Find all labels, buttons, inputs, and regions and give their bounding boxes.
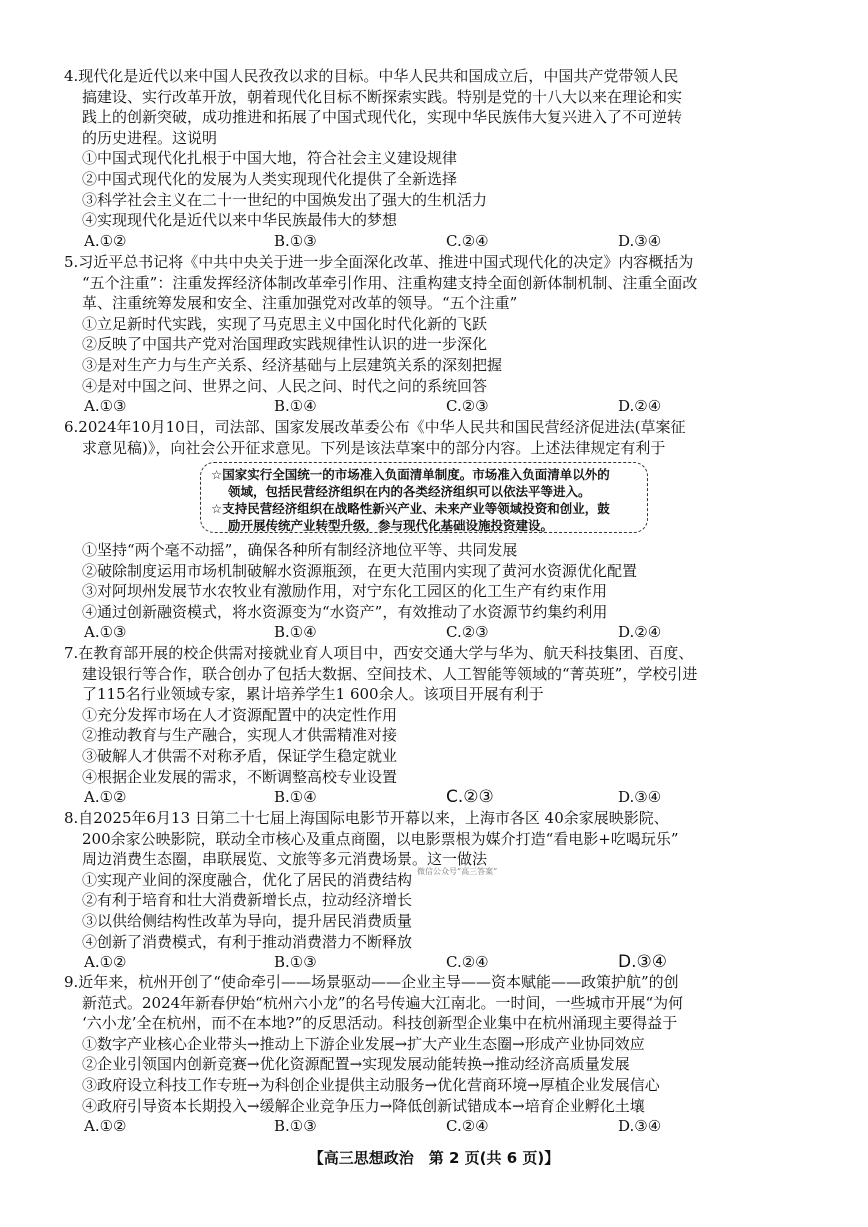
statement: ③政府设立科技工作专班→为科创企业提供主动服务→优化营商环境→厚植企业发展信心 [82,1075,660,1094]
options-row [64,787,780,808]
statement: ②反映了中国共产党对治国理政实践规律性认识的进一步深化 [82,335,488,354]
option-b: B.①④ [274,397,317,416]
statement: ②有利于培育和壮大消费新增长点，拉动经济增长 [82,891,413,910]
stem-line: 5.习近平总书记将《中共中央关于进一步全面深化改革、推进中国式现代化的决定》内容概括为 [64,253,694,271]
statement: ②破除制度运用市场机制破解水资源瓶颈，在更大范围内实现了黄河水资源优化配置 [82,561,638,580]
law-excerpt-box [200,462,648,533]
stem-line: 200余家公映影院，联动全市核心及重点商圈，以电影票根为媒介打造“看电影+吃喝玩乐” [82,829,679,848]
statement: ②中国式现代化的发展为人类实现现代化提供了全新选择 [82,169,458,188]
statement: ③科学社会主义在二十一世纪的中国焕发出了强大的生机活力 [82,190,488,209]
statement: ④根据企业发展的需求，不断调整高校专业设置 [82,767,398,786]
stem-line: 求意见稿)》，向社会公开征求意见。下列是该法草案中的部分内容。上述法律规定有利于 [82,438,666,457]
option-c: C.②③ [446,623,489,642]
stem-line: 4.现代化是近代以来中国人民孜孜以求的目标。中华人民共和国成立后，中国共产党带领人民 [64,67,679,85]
page-footer: 【高三思想政治 第 2 页(共 6 页)】 [308,1149,560,1167]
statement: ①数字产业核心企业带头→推动上下游企业发展→扩大产业生态圈→形成产业协同效应 [82,1034,645,1053]
statement: ④实现现代化是近代以来中华民族最伟大的梦想 [82,211,398,230]
statement: ④创新了消费模式，有利于推动消费潜力不断释放 [82,932,413,951]
stem-line: 了115名行业领域专家，累计培养学生1 600余人。该项目开展有利于 [82,685,544,704]
option-b: B.①③ [274,953,317,972]
option-c: C.②④ [446,231,489,250]
statement: ②推动教育与生产融合，实现人才供需精准对接 [82,726,398,745]
question-9 [64,972,780,1137]
stem-line: 践上的创新突破，成功推进和拓展了中国式现代化，实现中华民族伟大复兴进入了不可逆转 [82,108,683,127]
option-c: C.②③ [446,787,494,808]
statement: ②企业引领国内创新竞赛→优化资源配置→实现发展动能转换→推动经济高质量发展 [82,1055,630,1074]
stem-line: 9.近年来，杭州开创了“使命牵引——场景驱动——企业主导——资本赋能——政策护航”的创 [64,973,679,991]
watermark-stamp: 微信公众号“高三答案” [417,867,498,876]
stem-line: 搞建设、实行改革开放，朝着现代化目标不断探索实践。特别是党的十八大以来在理论和实 [82,87,683,106]
options-row [64,396,780,417]
option-d: D.③④ [618,231,662,250]
stem-line: 新范式。2024年新春伊始“杭州六小龙”的名号传遍大江南北。一时间，一些城市开展“为何 [82,993,684,1012]
statement: ③对阿坝州发展节水农牧业有激励作用，对宁东化工园区的化工生产有约束作用 [82,582,608,601]
statement: ①中国式现代化扎根于中国大地，符合社会主义建设规律 [82,149,458,168]
option-a: A.①② [84,1117,127,1136]
stem-line: 的历史进程。这说明 [82,128,218,147]
stem-line: 7.在教育部开展的校企供需对接就业育人项目中，西安交通大学与华为、航天科技集团、百度、 [64,644,694,662]
stem-line: 革、注重统筹发展和安全、注重加强党对改革的领导。“五个注重” [82,294,518,313]
excerpt-line: ☆国家实行全国统一的市场准入负面清单制度。市场准入负面清单以外的 [211,467,610,482]
option-b: B.①③ [274,231,317,250]
stem-line: 6.2024年10月10日，司法部、国家发展改革委公布《中华人民共和国民营经济促进法(草案征 [64,418,686,436]
question-8 [64,808,780,973]
option-d: D.③④ [618,788,662,807]
stem-line: “五个注重”：注重发挥经济体制改革牵引作用、注重构建支持全面创新体制机制、注重全面改 [82,273,698,292]
option-b: B.①③ [274,1117,317,1136]
statement: ①实现产业间的深度融合，优化了居民的消费结构 [82,870,413,889]
options-row [64,952,780,973]
question-6-body [64,540,780,643]
excerpt-line: 领域，包括民营经济组织在内的各类经济组织可以依法平等进入。 [228,484,591,499]
option-c: C.②④ [446,1117,489,1136]
statement: ③破解人才供需不对称矛盾，保证学生稳定就业 [82,746,398,765]
option-a: A.①③ [84,397,127,416]
option-a: A.①③ [84,623,127,642]
statement: ①充分发挥市场在人才资源配置中的决定性作用 [82,705,398,724]
question-5 [64,252,780,417]
option-d: D.③④ [618,952,667,973]
statement: ④是对中国之问、世界之问、人民之问、时代之问的系统回答 [82,376,488,395]
option-d: D.③④ [618,1117,662,1136]
question-6 [64,417,780,458]
excerpt-line: ☆支持民营经济组织在战略性新兴产业、未来产业等领域投资和创业，鼓 [211,501,610,516]
stem-line: 周边消费生态圈，串联展览、文旅等多元消费场景。这一做法 [82,850,488,869]
question-4 [64,66,780,251]
option-d: D.②④ [618,623,662,642]
statement: ④政府引导资本长期投入→缓解企业竞争压力→降低创新试错成本→培育企业孵化土壤 [82,1096,645,1115]
stem-line: 8.自2025年6月13 日第二十七届上海国际电影节开幕以来，上海市各区 40余家展映影院、 [64,809,669,827]
stem-line: ‘六小龙’全在杭州，而不在本地?”的反思活动。科技创新型企业集中在杭州涌现主要得益于 [82,1014,678,1033]
option-a: A.①② [84,231,127,250]
option-a: A.①② [84,788,127,807]
statement: ④通过创新融资模式，将水资源变为“水资产”，有效推动了水资源节约集约利用 [82,602,608,621]
options-row [64,231,780,252]
option-a: A.①② [84,953,127,972]
question-7 [64,643,780,808]
option-b: B.①④ [274,788,317,807]
statement: ③是对生产力与生产关系、经济基础与上层建筑关系的深刻把握 [82,355,503,374]
options-row [64,622,780,643]
option-b: B.①④ [274,623,317,642]
stem-line: 建设银行等合作，联合创办了包括大数据、空间技术、人工智能等领域的“菁英班”，学校引进 [82,664,698,683]
excerpt-line: 励开展传统产业转型升级，参与现代化基础设施投资建设。 [228,518,554,533]
option-d: D.②④ [618,397,662,416]
option-c: C.②④ [446,953,489,972]
statement: ③以供给侧结构性改革为导向，提升居民消费质量 [82,911,413,930]
statement: ①坚持“两个毫不动摇”，确保各种所有制经济地位平等、共同发展 [82,541,518,559]
statement: ①立足新时代实践，实现了马克思主义中国化时代化新的飞跃 [82,314,488,333]
option-c: C.②③ [446,397,489,416]
options-row [64,1116,780,1137]
